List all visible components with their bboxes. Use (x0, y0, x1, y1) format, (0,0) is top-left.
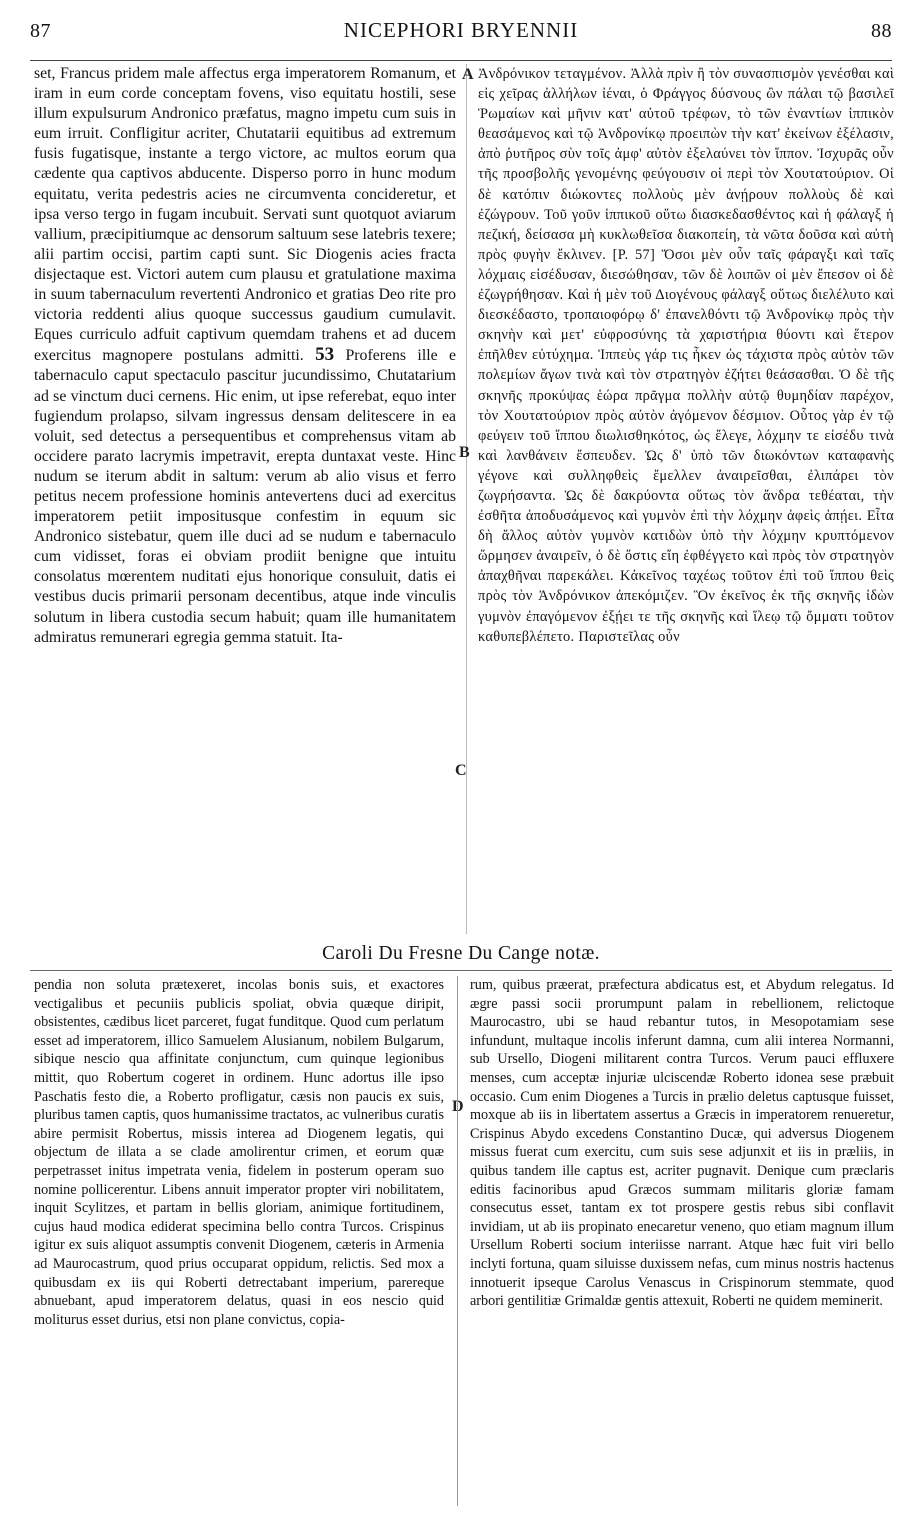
notes-rule (30, 970, 892, 971)
header-rule (30, 60, 892, 61)
margin-letter-b: B (459, 444, 470, 461)
page-number-right: 88 (870, 20, 892, 42)
running-title: NICEPHORI BRYENNII (343, 18, 579, 42)
margin-letter-d: D (452, 1098, 464, 1115)
latin-text-part1: set, Francus pridem male affectus erga imperatorem Romanum, et iram in eum corde conceptam fovens, viso equitatu hostili, sese illum expulsurum Andronico præfatus, magno impetu cum suis in eum irruit. Confligitur acriter, Chutatarii equitibus ad extremum fusis fugatisque, instante a tergo victore, ac multos eorum qua cædente qua captivos abducente. Disperso porro in hunc modum equitatu, verita pedestris acies ne circumventa concideretur, et ipsa verso tergo in fugam incubuit. Servati sunt quotquot aviarum vallium, præcipitiumque ac densorum saltuum sese latebris texere; alii partim occisi, partim capti sunt. Sic Diogenis acies fracta disjectaque est. Victori autem cum plausu et gratulatione maxima in suum tabernaculum revertenti Andronico et gratias Deo rite pro victoria reddenti alius quoque successus gaudium cumulavit. Eques curriculo adfuit captivum quemdam trahens et ad ducem exercitus magnopere postulans admitti. (34, 65, 456, 365)
latin-translation-column (34, 64, 456, 940)
notes-left-column: pendia non soluta prætexeret, incolas bonis suis, et exactores vectigalibus et pecuniis publicis spoliat, obvia quæque diripit, obsistentes, cædibus licet parceret, fugat funditque. Quod cum perlatum esset ad imperatorem, illico Samuelem Alusianum, nobilem Bulgarum, sibique nescio qua affinitate conjunctum, cum quinque legionibus mittit, quo Robertum cogeret in ordinem. Hunc adortus ille ipso Paschatis festo die, a Roberto profligatur, cæsis non paucis ex suis, pluribus tamen captis, quos humanissime tractatos, ac vulneribus curatis abire permisit Robertus, missis interea ad Diogenem legatis, qui objectum de illata a se clade amolirentur crimen, et eorum quæ perpetrasset initus impetrata venia, fidelem in posterum operam suo nomine pollicerentur. Libens annuit imperator propter viri nobilitatem, inquit Scylitzes, et partam in bellis gloriam, animique fortitudinem, cujus haud modica ediderat specimina bello contra Turcos. Crispinus igitur ex suis aliquot assumptis convenit Diogenem, cæteris in Armenia ad Maurocastrum, quod prius occuparat oppidum, relictis. Sed mox a quibusdam ex iis qui Roberti detrectabant imperium, parereque abnuebant, apud imperatorem delatus, quasi in eos nescio quid moliturus esset durius, etsi non plane convictus, copia- (34, 977, 444, 1328)
notes-right-column: rum, quibus præerat, præfectura abdicatus est, et Abydum relegatus. Id ægre passi socii prorumpunt palam in rebellionem, relictoque Maurocastro, ubi se haud rebantur tutos, in Mesopotamiam sese infundunt, multaque incolis inferunt damna, cum alii interea Normanni, sub Ursello, Diogeni militarent contra Turcos. Verum pauci effluxere menses, cum acceptæ injuriæ ulciscendæ Roberto idonea sese præbuit occasio. Cum enim Diogenes a Turcis in prælio deletus captusque fuisset, moxque ab iis in libertatem assertus a Græcis in imperatorem renueretur, Crispinus Abydo excedens Constantino Ducæ, qui adversus Diogenem missus fuerat cum exercitu, cum suis sese adjunxit et iis in præliis, in quibus tandem ille captus est, acriter pugnavit. Denique cum præclaris editis facinoribus apud Græcos summam militaris gloriæ famam consecutus esset, tantam ex tot prospere gestis rebus sibi conflavit invidiam, ut ab iis propinato enecaretur veneno, quo etiam magnum illum Ursellum Roberti socium interiisse narrant. Atque hæc fuit viri bello inclyti fortuna, quam siluisse duxissem nefas, cum minus nostris hactenus innotuerit ipseque Carolus Venascus in Crispinorum stemmate, quod arbori gentilitiæ Grimaldæ gentis attexuit, Roberti ne quidem meminerit. (470, 977, 894, 1310)
page-header (30, 18, 892, 58)
latin-text-part2: Proferens ille e tabernaculo caput spectaculo pascitur jucundissimo, Chutatarium ad se vinctum duci cernens. Hic enim, ut ipse referebat, equo inter fugiendum prolapso, silvam ingressus densam delitescere in ea voluit, sed detectus a persequentibus et comprehensus vitam ab occidere parato lacrymis impetravit, erepta duntaxat veste. Hinc nudum se iterum abdit in saltum: verum ab alio visus et ferro petitus necem professione hominis antevertens duci ad exercitus imperatorem petiit impositusque confestim in equum sic Andronico sistebatur, quem ille duci ad se nudum e tabernaculo cum vidisset, foras ei obviam prodiit benigne que intuitu consolatus mœrentem nuditati ejus honorique consuluit, datis ei vestibus ducis primarii personam decentibus, atque inde vinculis solutum in libera custodia secum habuit; quam ille humanitatem admiratus remunerari egregia gemma statuit. Ita- (34, 347, 456, 646)
notes-heading: Caroli Du Fresne Du Cange notæ. (322, 943, 600, 964)
margin-letter-c: C (455, 762, 467, 779)
margin-letter-a: A (462, 66, 474, 83)
column-divider-notes (457, 976, 458, 1506)
page-number-left: 87 (30, 20, 51, 42)
section-number: 53 (315, 344, 335, 366)
greek-text-part2: Ὁ δὲ τῆς σκηνῆς προκύψας ἑώρα πρᾶγμα πολλὴν αὐτῷ θυμηδίαν παρέχον, τὸν Χουτατούριον πρὸς αὐτὸν ἀγόμενον δέσμιον. Οὗτος γὰρ ἐν τῷ φεύγειν τοῦ ἵππου διωλισθηκότος, ὡς ἔλεγε, λόχμην τε εἰσέδυ τινὰ καὶ λανθάνειν ἔσπευδεν. Ὡς δ' ὑπὸ τῶν διωκόντων καταφανὴς γέγονε καὶ συλληφθεὶς ἔμελλεν ἀναιρεῖσθαι, ἐλιπάρει τὸν ζωγρήσαντα. Ὡς δὲ δακρύοντα οὕτως τὸν ἄνδρα τεθέαται, τὴν ἐσθῆτα ἀποδυσάμενος καὶ γυμνὸν ἐπὶ τὴν λόχμην ἀφεὶς ἀπῄει. Εἶτα δὴ ἄλλος αὐτὸν γυμνὸν κατιδὼν ὑπὸ τὴν λόχμην κρυπτόμενον ὥρμησεν ἀναιρεῖν, ὁ δὲ ὅστις εἴη ἐφθέγγετο καὶ πρὸς τὸν στρατηγὸν ἀπαχθῆναι παρεκάλει. Κἀκεῖνος ταχέως τοῦτον ἐπὶ τοῦ ἵππου θεὶς πρὸς τὸν Ἀνδρόνικον ἀπεκόμιζεν. Ὃν ἐκεῖνος ἐκ τῆς σκηνῆς ἰδὼν γυμνὸν ἐπαγόμενον ἐξῄει τε τῆς σκηνῆς καὶ ἵλεῳ τῷ ὄμματι τοῦτον καθυπεβλέπετο. Παριστεῖλας οὖν (478, 367, 894, 645)
greek-text-part1: Ἀνδρόνικον τεταγμένον. Ἀλλὰ πρὶν ἢ τὸν συνασπισμὸν γενέσθαι καὶ εἰς χεῖρας ἀλλήλων ἰέναι, ὁ Φράγγος δύσνους ὢν πάλαι τῷ βασιλεῖ Ῥωμαίων καὶ μῆνιν κατ' αὐτοῦ τρέφων, τὸ τῶν ἐναντίων ἱππικὸν θεασάμενος καὶ τῷ Ἀνδρονίκῳ προειπὼν τὴν κατ' ἐκείνων ἐξέλασιν, ἀπὸ ῥυτῆρος σὺν τοῖς ἀμφ' αὐτὸν ἐξελαύνει τὸν ἵππον. Ἰσχυρᾶς οὖν τῆς προσβολῆς γενομένης φεύγουσιν οἱ περὶ τὸν Χουτατούριον. Οἱ δὲ κατόπιν διώκοντες πολλοὺς μὲν ἀνῄρουν πολλοὺς δὲ καὶ ἐζώγρουν. Τοῦ γοῦν ἱππικοῦ οὕτω διασκεδασθέντος καὶ ἡ φάλαγξ ἡ πεζική, δείσασα μὴ κυκλωθεῖσα διακοπείη, τὰ νῶτα δοῦσα καὶ αὐτὴ πρὸς φυγὴν ἔκλινεν. [P. 57] Ὅσοι μὲν οὖν ταῖς φάραγξι καὶ ταῖς λόχμαις εἰσέδυσαν, διεσώθησαν, τῶν δὲ λοιπῶν οἱ μὲν ἔπεσον οἱ δὲ ἐζωγρήθησαν. Καὶ ἡ μὲν τοῦ Διογένους φάλαγξ οὕτως διελέλυτο καὶ διεσκέδαστο, τροπαιοφόρῳ δ' ἐπανελθόντι τῷ Ἀνδρονίκῳ πρὸς τὴν σκηνὴν καὶ μετ' εὐφροσύνης τὰ χαριστήρια θύοντι καὶ ἕτερον ἐπῆλθεν εὐτύχημα. Ἱππεὺς γάρ τις ἧκεν ὡς τάχιστα πρὸς αὐτὸν τῶν πολεμίων ἄγων τινὰ καὶ τὸν στρατηγὸν ἐζήτει θεάσασθαι. (478, 66, 894, 384)
column-divider-upper (466, 64, 467, 934)
greek-text-column (478, 64, 894, 940)
